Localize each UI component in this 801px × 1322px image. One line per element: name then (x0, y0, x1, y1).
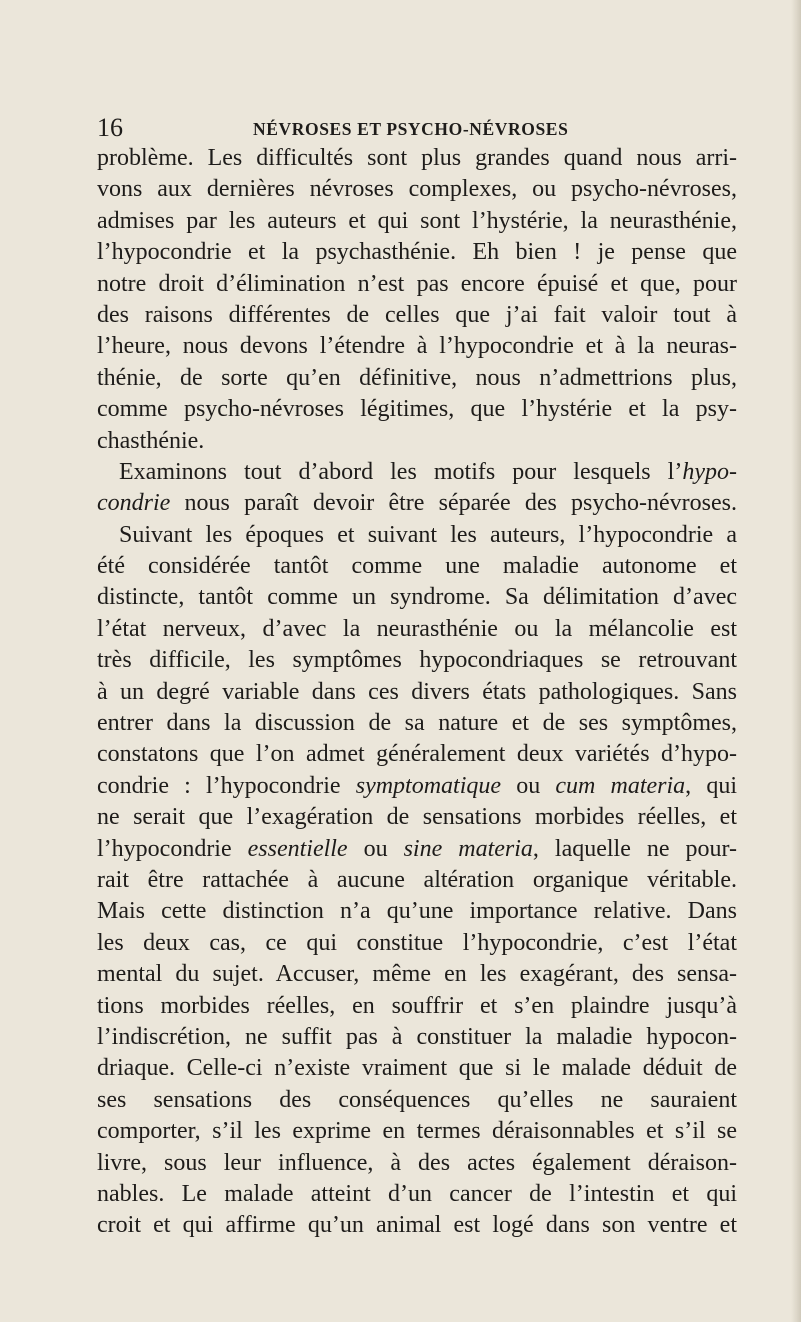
text-span: croit et qui affirme qu’un animal est logé dans son ventre et (97, 1212, 737, 1239)
text-line (97, 1179, 737, 1210)
text-span: l’heure, nous devons l’étendre à l’hypocondrie et à la neuras- (97, 333, 737, 360)
text-span: nables. Le malade atteint d’un cancer de l’intestin et qui (97, 1180, 737, 1207)
text-span: l’hypocondrie et la psychasthénie. Eh bien ! je pense que (97, 239, 737, 266)
text-line (97, 771, 737, 802)
page-number: 16 (97, 113, 123, 142)
text-span: ses sensations des conséquences qu’elles ne sauraient (97, 1086, 737, 1113)
text-span: thénie, de sorte qu’en définitive, nous n’admettrions plus, (97, 364, 737, 391)
text-line (97, 457, 737, 488)
text-span: vons aux dernières névroses complexes, ou psycho-névroses, (97, 176, 737, 203)
text-line (97, 394, 737, 425)
text-line (97, 1210, 737, 1241)
italic-span: essentielle (247, 835, 348, 862)
italic-span: sine materia (403, 835, 533, 862)
italic-span: condrie (97, 490, 171, 517)
text-line (97, 991, 737, 1022)
text-span: , laquelle ne pour- (532, 835, 738, 862)
text-line (97, 551, 737, 582)
text-line (97, 520, 737, 551)
text-line (97, 269, 737, 300)
text-span: ou (501, 772, 556, 799)
text-span: livre, sous leur influence, à des actes également déraison- (97, 1149, 737, 1176)
text-line (97, 1053, 737, 1084)
text-span: rait être rattachée à aucune altération organique véritable. (97, 866, 737, 893)
text-span: l’hypocondrie (97, 835, 248, 862)
text-line (97, 174, 737, 205)
text-line (97, 928, 737, 959)
page-edge (791, 0, 801, 1322)
text-line (97, 488, 737, 519)
text-line (97, 206, 737, 237)
text-span: été considérée tantôt comme une maladie autonome et (97, 553, 737, 580)
text-line (97, 834, 737, 865)
text-line (97, 1085, 737, 1116)
text-span: condrie : l’hypocondrie (97, 772, 356, 799)
text-line (97, 865, 737, 896)
text-span: des raisons différentes de celles que j’ai fait valoir tout à (97, 301, 737, 328)
text-span: constatons que l’on admet généralement deux variétés d’hypo- (97, 741, 737, 768)
text-line (97, 614, 737, 645)
italic-span: cum materia (555, 772, 686, 799)
text-line (97, 363, 737, 394)
text-line (97, 1116, 737, 1147)
text-span: problème. Les difficultés sont plus grandes quand nous arri- (97, 145, 737, 171)
text-line (97, 237, 737, 268)
text-line (97, 677, 737, 708)
text-span: driaque. Celle-ci n’existe vraiment que si le malade déduit de (97, 1055, 737, 1082)
text-span: tions morbides réelles, en souffrir et s’en plaindre jusqu’à (97, 992, 737, 1019)
text-span: Suivant les époques et suivant les auteurs, l’hypocondrie a (119, 521, 737, 548)
italic-span: hypo- (682, 458, 737, 485)
text-span: nous paraît devoir être séparée des psycho-névroses. (170, 490, 737, 517)
text-span: admises par les auteurs et qui sont l’hystérie, la neurasthénie, (97, 207, 737, 234)
body-text (97, 143, 737, 1242)
text-span: Mais cette distinction n’a qu’une importance relative. Dans (97, 898, 737, 925)
page-header (97, 113, 717, 143)
text-span: les deux cas, ce qui constitue l’hypocondrie, c’est l’état (97, 929, 737, 956)
text-span: notre droit d’élimination n’est pas encore épuisé et que, pour (97, 270, 737, 297)
text-line (97, 1022, 737, 1053)
text-line (97, 143, 737, 174)
italic-span: symptomatique (355, 772, 502, 799)
text-line (97, 739, 737, 770)
text-span: l’état nerveux, d’avec la neurasthénie ou la mélancolie est (97, 615, 737, 642)
text-span: , qui (685, 772, 737, 799)
text-line (97, 708, 737, 739)
text-span: ne serait que l’exagération de sensations morbides réelles, et (97, 804, 737, 831)
text-line (97, 300, 737, 331)
text-span: entrer dans la discussion de sa nature et de ses symptômes, (97, 710, 737, 737)
running-head: NÉVROSES ET PSYCHO-NÉVROSES (253, 119, 569, 139)
text-line (97, 896, 737, 927)
text-line (97, 582, 737, 613)
text-line (97, 331, 737, 362)
text-span: distincte, tantôt comme un syndrome. Sa délimitation d’avec (97, 584, 737, 611)
text-span: comporter, s’il les exprime en termes déraisonnables et s’il se (97, 1118, 737, 1145)
text-span: mental du sujet. Accuser, même en les exagérant, des sensa- (97, 961, 737, 988)
text-span: Examinons tout d’abord les motifs pour lesquels l’ (119, 458, 683, 485)
text-span: comme psycho-névroses légitimes, que l’hystérie et la psy- (97, 396, 737, 423)
text-span: à un degré variable dans ces divers états pathologiques. Sans (97, 678, 737, 705)
text-span: chasthénie. (97, 427, 205, 454)
text-span: ou (347, 835, 404, 862)
text-span: l’indiscrétion, ne suffit pas à constituer la maladie hypocon- (97, 1023, 737, 1050)
text-line (97, 645, 737, 676)
text-line (97, 959, 737, 990)
text-line (97, 802, 737, 833)
text-line (97, 1148, 737, 1179)
text-line (97, 426, 737, 457)
text-span: très difficile, les symptômes hypocondriaques se retrouvant (97, 647, 737, 674)
